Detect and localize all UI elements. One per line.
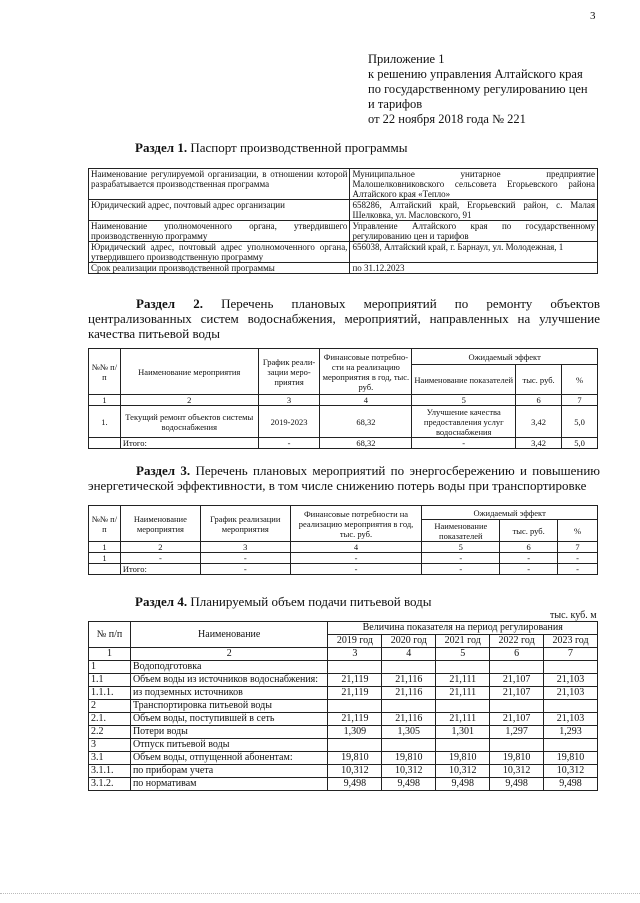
row-number: 2.2 <box>89 726 131 739</box>
table-row <box>89 765 598 778</box>
header-schedule: График реали-зации меро-приятия <box>258 349 320 395</box>
row-number: 1 <box>89 661 131 674</box>
column-number: 5 <box>436 648 490 661</box>
row-number: 2 <box>89 700 131 713</box>
column-number: 1 <box>89 395 121 406</box>
column-number: 2 <box>130 648 328 661</box>
column-number: 2 <box>120 395 258 406</box>
row-value <box>382 661 436 674</box>
row-value: 19,810 <box>382 752 436 765</box>
column-number: 5 <box>412 395 516 406</box>
column-number: 2 <box>120 542 200 553</box>
column-number: 1 <box>89 542 121 553</box>
row-name: Водоподготовка <box>130 661 328 674</box>
row-value <box>490 739 544 752</box>
table-row <box>89 752 598 765</box>
row-value: 19,810 <box>544 752 598 765</box>
section4-title <box>135 594 432 609</box>
table-row <box>89 739 598 752</box>
row-value: 10,312 <box>328 765 382 778</box>
section-title-text: Перечень плановых мероприятий по ремонту объектов централизованных систем водоснабжения, мероприятий, направленных на улучшение качества питьевой воды <box>88 296 601 341</box>
header-effect: Ожидаемый эффект <box>422 506 598 520</box>
row-value: 1,297 <box>490 726 544 739</box>
header-indicator: Наименование показателей <box>422 520 500 542</box>
row-number: 3 <box>89 739 131 752</box>
header-name: Наименование мероприятия <box>120 506 200 542</box>
header-nn: №№ п/п <box>89 506 121 542</box>
row-value: 21,116 <box>382 713 436 726</box>
header-nn: № п/п <box>89 622 131 648</box>
table-cell: - <box>558 553 598 564</box>
row-value: 9,498 <box>490 778 544 791</box>
row-value <box>328 739 382 752</box>
appendix-line: по государственному регулированию цен <box>368 82 588 96</box>
header-schedule: График реализации мероприятия <box>200 506 290 542</box>
column-number: 6 <box>500 542 558 553</box>
total-cell: - <box>500 564 558 575</box>
appendix-line: к решению управления Алтайского края <box>368 67 583 81</box>
energy-measures-table <box>88 505 598 575</box>
row-value: 10,312 <box>544 765 598 778</box>
row-name: из подземных источников <box>130 687 328 700</box>
passport-value: 658286, Алтайский край, Егорьевский район, с. Малая Шелковка, ул. Масловского, 91 <box>350 200 598 221</box>
table-row <box>89 674 598 687</box>
row-value <box>436 739 490 752</box>
cell-indicator: Улучшение качества предоставления услуг водоснабжения <box>412 406 516 438</box>
total-row <box>89 438 598 449</box>
table-row <box>89 700 598 713</box>
column-number: 4 <box>320 395 412 406</box>
passport-value: Управление Алтайского края по государственному регулированию цен и тарифов <box>350 221 598 242</box>
table-row <box>89 687 598 700</box>
table-cell: - <box>290 553 422 564</box>
table-cell: - <box>120 553 200 564</box>
header-finance: Финансовые потребности на реализацию мероприятия в год, тыс. руб. <box>290 506 422 542</box>
year-header: 2020 год <box>382 635 436 648</box>
row-value: 10,312 <box>436 765 490 778</box>
total-cell: - <box>558 564 598 575</box>
row-value: 21,107 <box>490 713 544 726</box>
row-value <box>544 739 598 752</box>
row-value: 1,309 <box>328 726 382 739</box>
row-value: 21,103 <box>544 674 598 687</box>
total-rub: 3,42 <box>516 438 562 449</box>
page-number: 3 <box>590 10 596 22</box>
row-value: 21,103 <box>544 713 598 726</box>
section-title-text: Перечень плановых мероприятий по энергосбережению и повышению энергетической эффективности, в том числе снижению потерь воды при транспортировке <box>88 463 600 493</box>
row-number: 1.1.1. <box>89 687 131 700</box>
row-value <box>436 700 490 713</box>
column-number: 6 <box>490 648 544 661</box>
table-cell: - <box>200 553 290 564</box>
cell-n: 1. <box>89 406 121 438</box>
header-name: Наименование мероприятия <box>120 349 258 395</box>
column-numbers-row <box>89 395 598 406</box>
passport-value: 656038, Алтайский край, г. Барнаул, ул. Молодежная, 1 <box>350 242 598 263</box>
total-cell: - <box>422 564 500 575</box>
column-number: 3 <box>328 648 382 661</box>
row-value: 10,312 <box>490 765 544 778</box>
cell-schedule: 2019-2023 <box>258 406 320 438</box>
year-header: 2019 год <box>328 635 382 648</box>
row-value: 9,498 <box>328 778 382 791</box>
column-number: 7 <box>544 648 598 661</box>
appendix-line: от 22 ноября 2018 года № 221 <box>368 112 526 126</box>
year-header: 2022 год <box>490 635 544 648</box>
column-number: 5 <box>422 542 500 553</box>
table-row <box>89 661 598 674</box>
total-schedule: - <box>258 438 320 449</box>
cell-rub: 3,42 <box>516 406 562 438</box>
row-number: 2.1. <box>89 713 131 726</box>
passport-row <box>89 242 598 263</box>
row-value <box>382 700 436 713</box>
table-cell: - <box>422 553 500 564</box>
row-value: 9,498 <box>544 778 598 791</box>
row-value: 21,103 <box>544 687 598 700</box>
row-name: Потери воды <box>130 726 328 739</box>
row-value: 19,810 <box>328 752 382 765</box>
table-row <box>89 778 598 791</box>
page-edge <box>0 893 640 894</box>
section-title-text: Планируемый объем подачи питьевой воды <box>190 594 432 609</box>
row-value <box>328 700 382 713</box>
section-label: Раздел 1. <box>135 140 188 155</box>
row-name: Объем воды, отпущенной абонентам: <box>130 752 328 765</box>
row-value: 21,119 <box>328 713 382 726</box>
row-value: 9,498 <box>382 778 436 791</box>
row-value: 1,293 <box>544 726 598 739</box>
table-cell: 1 <box>89 553 121 564</box>
row-value: 10,312 <box>382 765 436 778</box>
appendix-line: и тарифов <box>368 97 423 111</box>
row-value: 9,498 <box>436 778 490 791</box>
passport-row <box>89 263 598 274</box>
row-value <box>328 661 382 674</box>
table-cell: - <box>500 553 558 564</box>
table-row <box>89 406 598 438</box>
passport-table <box>88 168 598 274</box>
year-header: 2023 год <box>544 635 598 648</box>
row-value <box>490 661 544 674</box>
total-label: Итого: <box>120 438 258 449</box>
passport-row <box>89 221 598 242</box>
passport-value: Муниципальное унитарное предприятие Малошелковниковского сельсовета Егорьевского района Алтайского края «Тепло» <box>350 169 598 200</box>
row-value: 21,111 <box>436 674 490 687</box>
header-nn: №№ п/п <box>89 349 121 395</box>
repair-measures-table <box>88 348 598 449</box>
passport-key: Наименование уполномоченного органа, утвердившего производственную программу <box>89 221 350 242</box>
row-name: по приборам учета <box>130 765 328 778</box>
row-value: 19,810 <box>436 752 490 765</box>
column-number: 3 <box>258 395 320 406</box>
header-indicator: Наименование показателей <box>412 365 516 395</box>
row-value <box>544 661 598 674</box>
total-indicator: - <box>412 438 516 449</box>
row-name: Транспортировка питьевой воды <box>130 700 328 713</box>
row-value: 21,119 <box>328 674 382 687</box>
passport-value: по 31.12.2023 <box>350 263 598 274</box>
row-value <box>490 700 544 713</box>
row-value: 21,107 <box>490 687 544 700</box>
appendix-header <box>368 52 618 127</box>
row-value <box>436 661 490 674</box>
unit-label: тыс. куб. м <box>550 610 597 621</box>
header-name: Наименование <box>130 622 328 648</box>
total-cell: - <box>200 564 290 575</box>
row-value: 1,301 <box>436 726 490 739</box>
cell-pct: 5,0 <box>562 406 598 438</box>
table-row <box>89 713 598 726</box>
row-number: 3.1.1. <box>89 765 131 778</box>
row-value: 1,305 <box>382 726 436 739</box>
passport-row <box>89 200 598 221</box>
section-label: Раздел 2. <box>136 296 203 311</box>
cell-name: Текущий ремонт объектов системы водоснабжения <box>120 406 258 438</box>
section-label: Раздел 4. <box>135 594 188 609</box>
table-row <box>89 553 598 564</box>
row-name: по нормативам <box>130 778 328 791</box>
section-title-text: Паспорт производственной программы <box>190 140 408 155</box>
water-supply-table <box>88 621 598 791</box>
row-value: 21,111 <box>436 713 490 726</box>
total-finance: 68,32 <box>320 438 412 449</box>
column-number: 7 <box>562 395 598 406</box>
row-value: 21,116 <box>382 674 436 687</box>
year-header: 2021 год <box>436 635 490 648</box>
row-value: 21,116 <box>382 687 436 700</box>
total-row <box>89 564 598 575</box>
header-period: Величина показателя на период регулирования <box>328 622 598 635</box>
column-numbers-row <box>89 648 598 661</box>
header-pct: % <box>558 520 598 542</box>
cell-finance: 68,32 <box>320 406 412 438</box>
header-rub: тыс. руб. <box>500 520 558 542</box>
table-row <box>89 726 598 739</box>
row-value: 21,119 <box>328 687 382 700</box>
row-number: 3.1.2. <box>89 778 131 791</box>
row-name: Объем воды из источников водоснабжения: <box>130 674 328 687</box>
passport-key: Наименование регулируемой организации, в отношении которой разрабатывается производственная программа <box>89 169 350 200</box>
section1-title <box>135 140 407 155</box>
row-value <box>544 700 598 713</box>
column-number: 4 <box>290 542 422 553</box>
column-number: 6 <box>516 395 562 406</box>
column-number: 7 <box>558 542 598 553</box>
row-value: 21,111 <box>436 687 490 700</box>
section3-title <box>88 463 600 493</box>
header-effect: Ожидаемый эффект <box>412 349 598 365</box>
row-number: 1.1 <box>89 674 131 687</box>
section-label: Раздел 3. <box>136 463 191 478</box>
row-value <box>382 739 436 752</box>
column-number: 3 <box>200 542 290 553</box>
section2-title <box>88 296 600 341</box>
column-numbers-row <box>89 542 598 553</box>
header-rub: тыс. руб. <box>516 365 562 395</box>
column-number: 1 <box>89 648 131 661</box>
appendix-line: Приложение 1 <box>368 52 445 66</box>
column-number: 4 <box>382 648 436 661</box>
passport-key: Юридический адрес, почтовый адрес организации <box>89 200 350 221</box>
passport-key: Юридический адрес, почтовый адрес уполномоченного органа, утвердившего производственную программу <box>89 242 350 263</box>
passport-key: Срок реализации производственной программы <box>89 263 350 274</box>
row-value: 21,107 <box>490 674 544 687</box>
row-name: Отпуск питьевой воды <box>130 739 328 752</box>
header-finance: Финансовые потребно-сти на реализацию мероприятия в год, тыс. руб. <box>320 349 412 395</box>
total-label: Итого: <box>120 564 200 575</box>
row-value: 19,810 <box>490 752 544 765</box>
passport-row <box>89 169 598 200</box>
total-pct: 5,0 <box>562 438 598 449</box>
header-pct: % <box>562 365 598 395</box>
total-cell: - <box>290 564 422 575</box>
row-number: 3.1 <box>89 752 131 765</box>
row-name: Объем воды, поступившей в сеть <box>130 713 328 726</box>
